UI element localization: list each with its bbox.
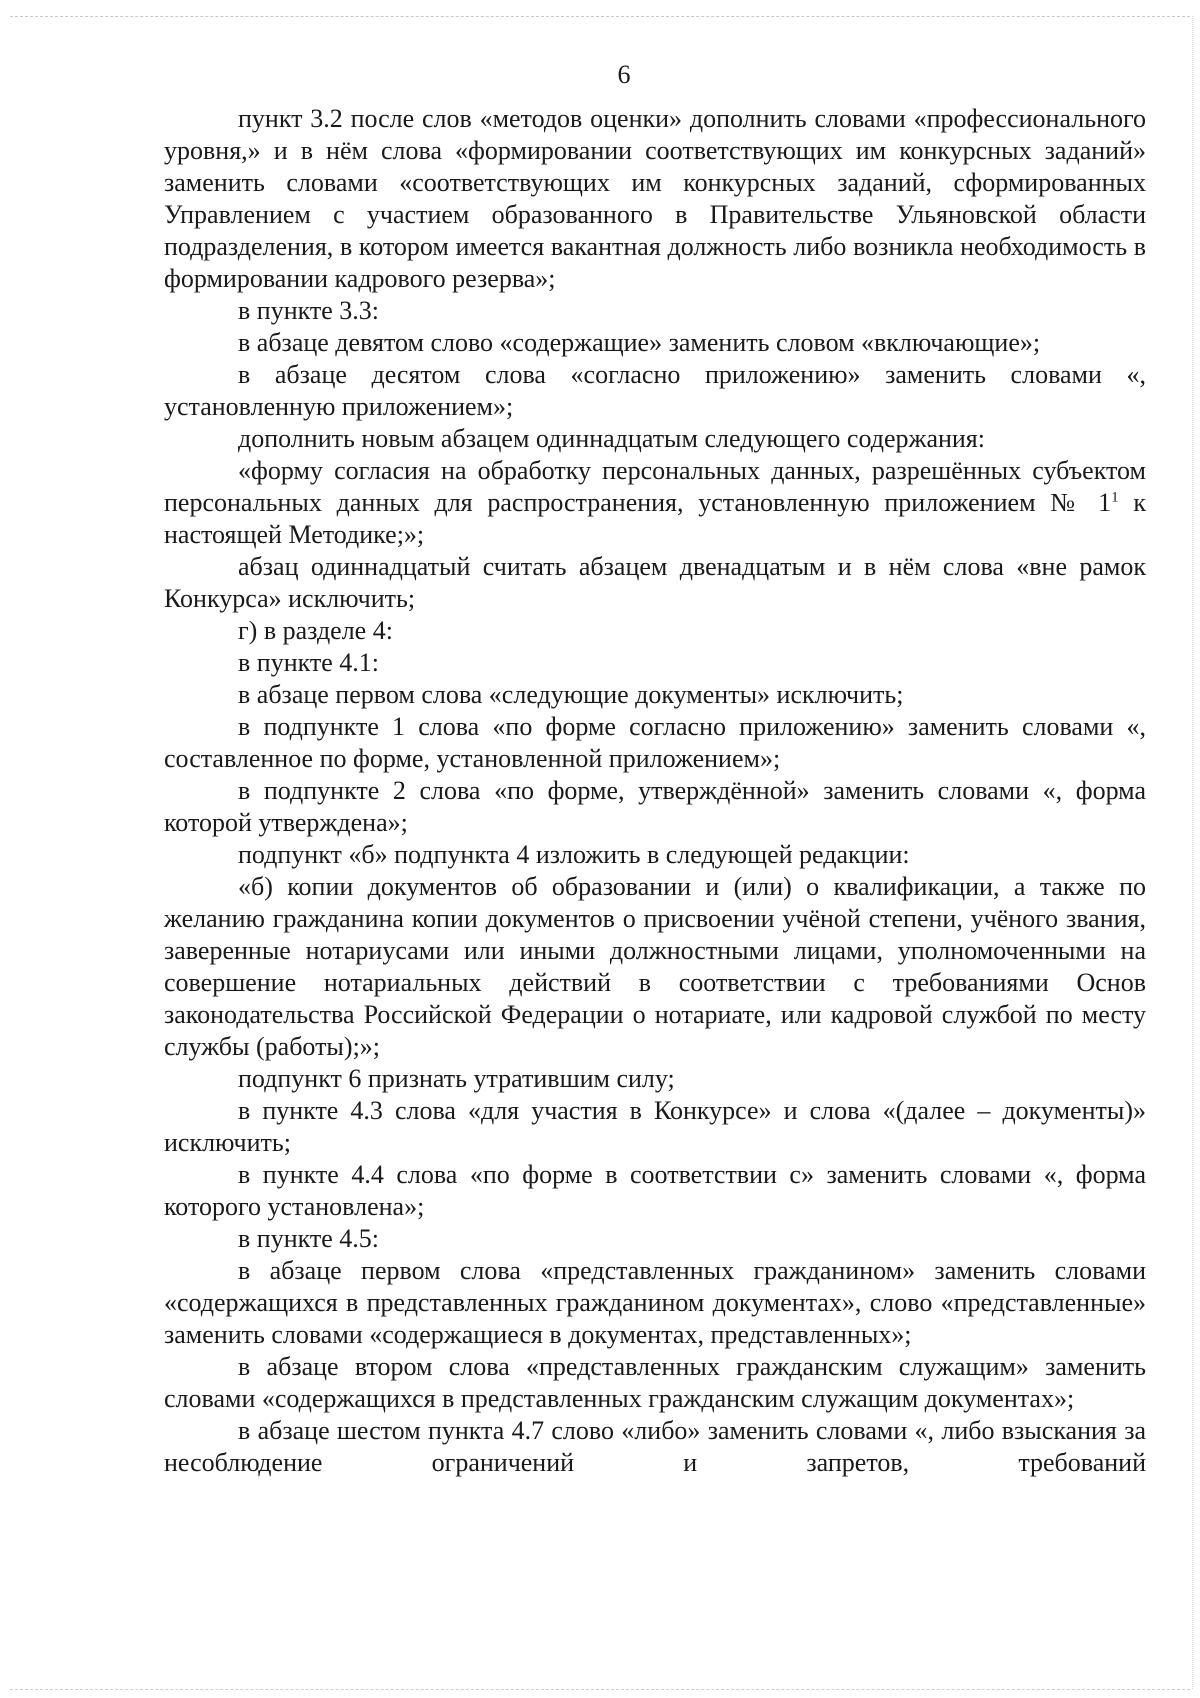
paragraph: в подпункте 2 слова «по форме, утверждённой» заменить словами «, форма которой утверждена»; [164, 776, 1146, 837]
paragraph: дополнить новым абзацем одиннадцатым следующего содержания: [238, 424, 985, 453]
page-number: 6 [617, 60, 631, 89]
paragraph: г) в разделе 4: [238, 616, 393, 645]
scan-edge-right [1192, 16, 1193, 1689]
paragraph: в абзаце первом слова «следующие документы» исключить; [238, 680, 904, 709]
paragraph: в абзаце девятом слово «содержащие» заменить словом «включающие»; [238, 328, 1041, 357]
paragraph: подпункт «б» подпункта 4 изложить в следующей редакции: [238, 840, 910, 869]
paragraph: в подпункте 1 слова «по форме согласно приложению» заменить словами «, составленное по форме, установленной приложением»; [164, 712, 1146, 773]
paragraph: в абзаце втором слова «представленных гражданским служащим» заменить словами «содержащихся в представленных гражданским служащим документах»; [164, 1352, 1146, 1413]
paragraph: подпункт 6 признать утратившим силу; [238, 1064, 675, 1093]
paragraph: пункт 3.2 после слов «методов оценки» дополнить словами «профессионального уровня,» и в нём слова «формировании соответствующих им конкурсных заданий» заменить словами «соответствующих им конкурсных заданий, сформированных Управлением с участием образованного в Правительстве Ульяновской области подразделения, в котором имеется вакантная должность либо возникла необходимость в формировании кадрового резерва»; [164, 104, 1146, 293]
paragraph: в пункте 4.5: [238, 1224, 380, 1253]
paragraph-continued: в абзаце шестом пункта 4.7 слово «либо» заменить словами «, либо взыскания за несоблюдение ограничений и запретов, требований [164, 1416, 1146, 1477]
paragraph: в абзаце десятом слова «согласно приложению» заменить словами «, установленную приложением»; [164, 360, 1146, 421]
consent-text-end: к настоящей Методике;»; [164, 488, 1146, 549]
paragraph: в пункте 3.3: [238, 296, 380, 325]
superscript: 1 [1111, 489, 1119, 506]
paragraph: абзац одиннадцатый считать абзацем двенадцатым и в нём слова «вне рамок Конкурса» исключить; [164, 552, 1146, 613]
paragraph: в пункте 4.1: [238, 648, 380, 677]
consent-paragraph [164, 455, 1146, 551]
paragraph: «б) копии документов об образовании и (или) о квалификации, а также по желанию гражданина копии документов о присвоении учёной степени, учёного звания, заверенные нотариусами или иными должностными лицами, уполномоченными на совершение нотариальных действий в соответствии с требованиями Основ законодательства Российской Федерации о нотариате, или кадровой службой по месту службы (работы);»; [164, 872, 1146, 1061]
paragraph: в абзаце первом слова «представленных гражданином» заменить словами «содержащихся в представленных гражданином документах», слово «представленные» заменить словами «содержащиеся в документах, представленных»; [164, 1256, 1146, 1349]
consent-text: «форму согласия на обработку персональных данных, разрешённых субъектом персональных данных для распространения, установленную приложением № 1 [164, 456, 1146, 517]
scan-edge-bottom [10, 1689, 1190, 1690]
paragraph: в пункте 4.4 слова «по форме в соответствии с» заменить словами «, форма которого установлена»; [164, 1160, 1146, 1221]
document-body [164, 103, 1146, 1479]
paragraph: в пункте 4.3 слова «для участия в Конкурсе» и слова «(далее – документы)» исключить; [164, 1096, 1146, 1157]
scan-edge-top [10, 16, 1190, 17]
